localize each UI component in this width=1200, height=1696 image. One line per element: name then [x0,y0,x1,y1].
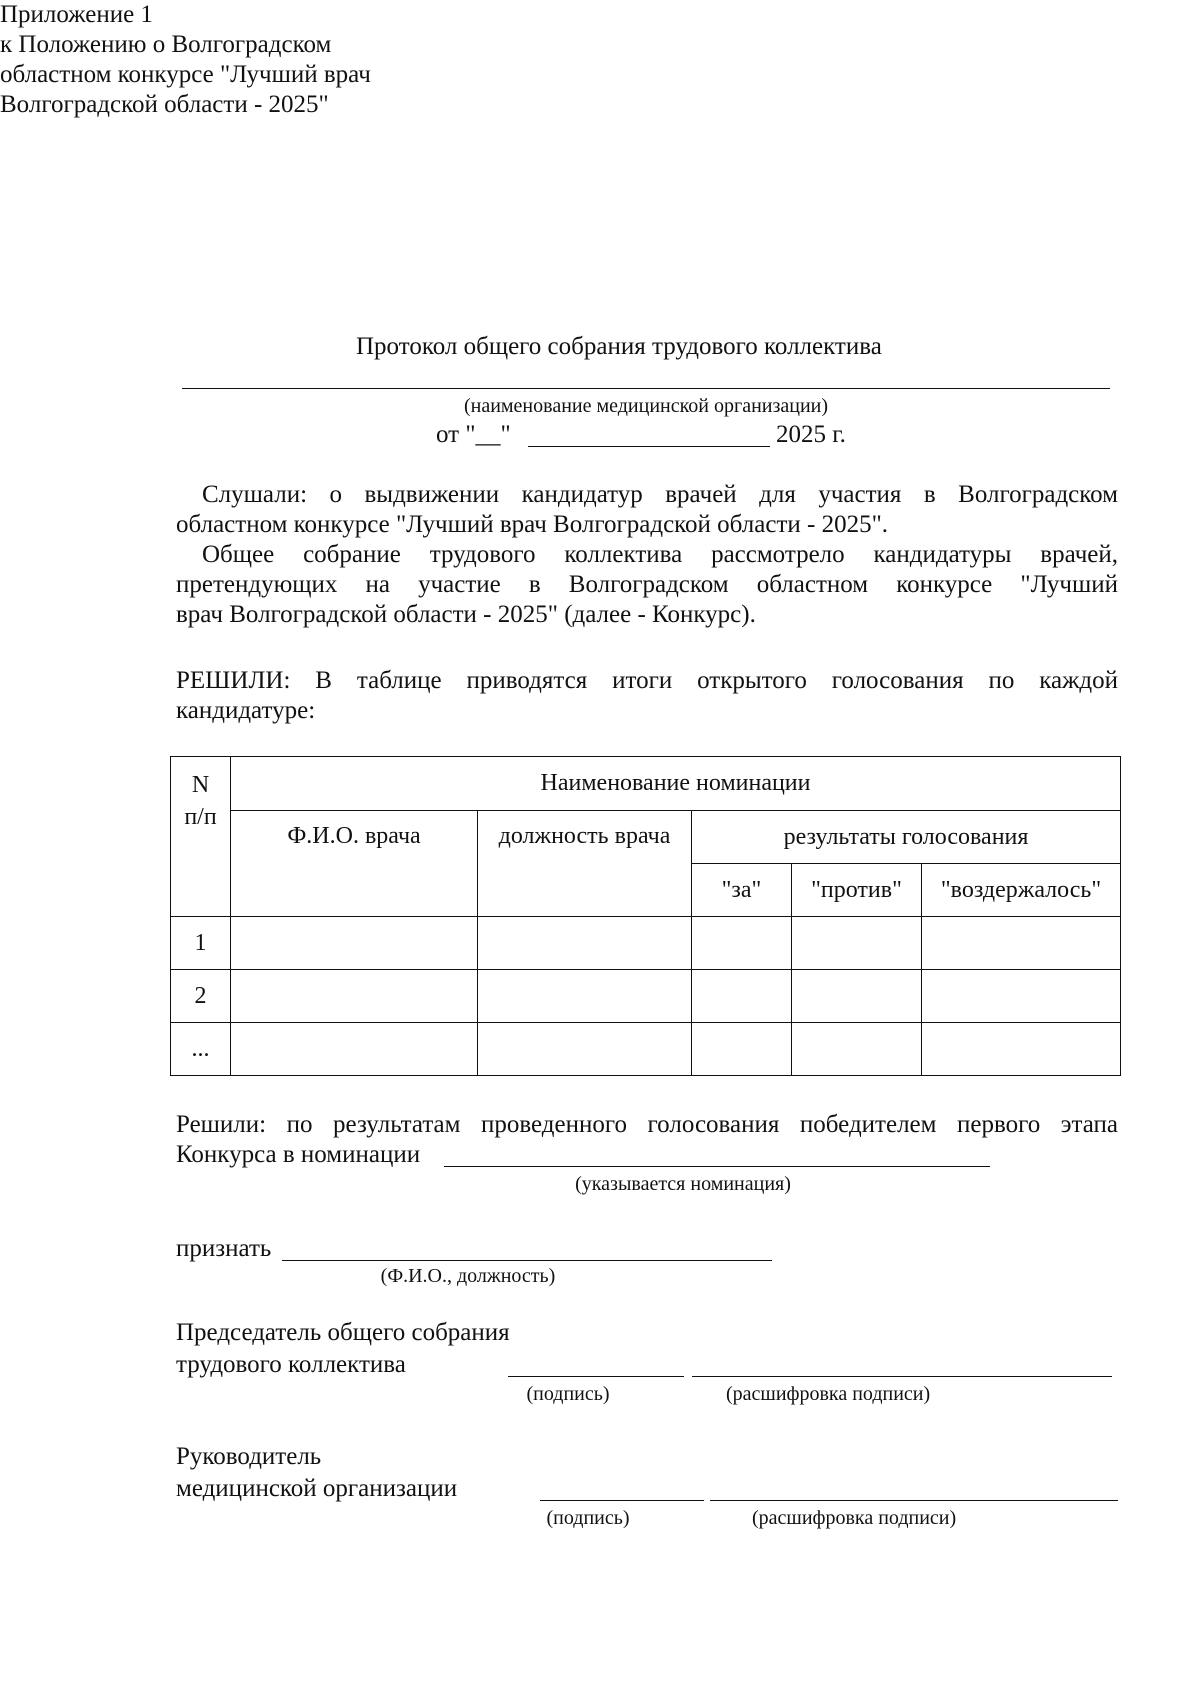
cell-for[interactable] [692,970,792,1023]
nomination-line [444,1166,990,1167]
cell-name[interactable] [231,917,478,970]
row-number: ... [171,1023,231,1076]
table-row [171,970,1121,1023]
date-month-line [528,446,770,447]
org-name-line [182,388,1110,389]
date-suffix: 2025 г. [776,421,846,448]
col-for-header: "за" [692,864,792,917]
date-prefix: от "__" [436,421,511,448]
row-number: 2 [171,970,231,1023]
document-title: Протокол общего собрания трудового коллектива [356,333,882,360]
cell-abstained[interactable] [922,1023,1121,1076]
cell-against[interactable] [792,917,922,970]
col-abstained-header: "воздержалось" [922,864,1121,917]
head-signature-caption: (подпись) [546,1507,630,1529]
cell-against[interactable] [792,970,922,1023]
recognize-line [282,1260,772,1261]
cell-abstained[interactable] [922,970,1121,1023]
appendix-line: Волгоградской области - 2025" [0,91,329,118]
cell-name[interactable] [231,970,478,1023]
chairman-decode-line [692,1376,1112,1377]
chairman-line1: Председатель общего собрания [176,1319,510,1346]
col-results-header: результаты голосования [692,811,1121,864]
cell-position[interactable] [478,917,692,970]
nomination-header: Наименование номинации [231,757,1121,811]
appendix-line: Приложение 1 [0,1,153,28]
head-line1: Руководитель [176,1443,322,1470]
table-row [171,1023,1121,1076]
chairman-signature-line [508,1376,684,1377]
paragraph-line: Общее собрание трудового коллектива рассмотрело кандидатуры врачей, [202,541,1118,568]
recognize-label: признать [176,1235,272,1262]
appendix-block [0,0,1200,120]
appendix-line: к Положению о Волгоградском [0,31,332,58]
voting-table [170,756,1121,1076]
col-number-header: N п/п [171,757,231,917]
table-row [171,917,1121,970]
cell-position[interactable] [478,1023,692,1076]
paragraph-line: областном конкурсе "Лучший врач Волгоградской области - 2025". [176,511,889,538]
paragraph-line: Слушали: о выдвижении кандидатур врачей для участия в Волгоградском [202,481,1118,508]
head-signature-line [540,1500,704,1501]
decided-paragraph [176,666,1118,726]
paragraph-line: РЕШИЛИ: В таблице приводятся итоги открытого голосования по каждой [176,667,1118,694]
nomination-caption: (указывается номинация) [575,1173,791,1195]
decision-paragraph [176,1110,1118,1140]
chairman-line2: трудового коллектива [176,1351,406,1378]
paragraph-line: кандидатуре: [176,697,316,724]
row-number: 1 [171,917,231,970]
paragraph-line: претендующих на участие в Волгоградском областном конкурсе "Лучший [176,571,1118,598]
nomination-prefix: Конкурса в номинации [176,1141,421,1168]
cell-for[interactable] [692,917,792,970]
heard-paragraph [176,480,1118,630]
paragraph-line: врач Волгоградской области - 2025" (далее - Конкурс). [176,601,756,628]
col-against-header: "против" [792,864,922,917]
head-line2: медицинской организации [176,1475,458,1502]
head-decode-line [710,1500,1118,1501]
recognize-caption: (Ф.И.О., должность) [380,1265,556,1287]
chairman-decode-caption: (расшифровка подписи) [726,1383,931,1405]
col-name-header: Ф.И.О. врача [231,811,478,917]
head-decode-caption: (расшифровка подписи) [752,1507,957,1529]
chairman-signature-caption: (подпись) [526,1383,610,1405]
cell-position[interactable] [478,970,692,1023]
cell-for[interactable] [692,1023,792,1076]
cell-against[interactable] [792,1023,922,1076]
cell-abstained[interactable] [922,917,1121,970]
col-position-header: должность врача [478,811,692,917]
paragraph-line: Решили: по результатам проведенного голосования победителем первого этапа [176,1111,1118,1138]
cell-name[interactable] [231,1023,478,1076]
org-name-caption: (наименование медицинской организации) [463,395,829,417]
appendix-line: областном конкурсе "Лучший врач [0,61,371,88]
